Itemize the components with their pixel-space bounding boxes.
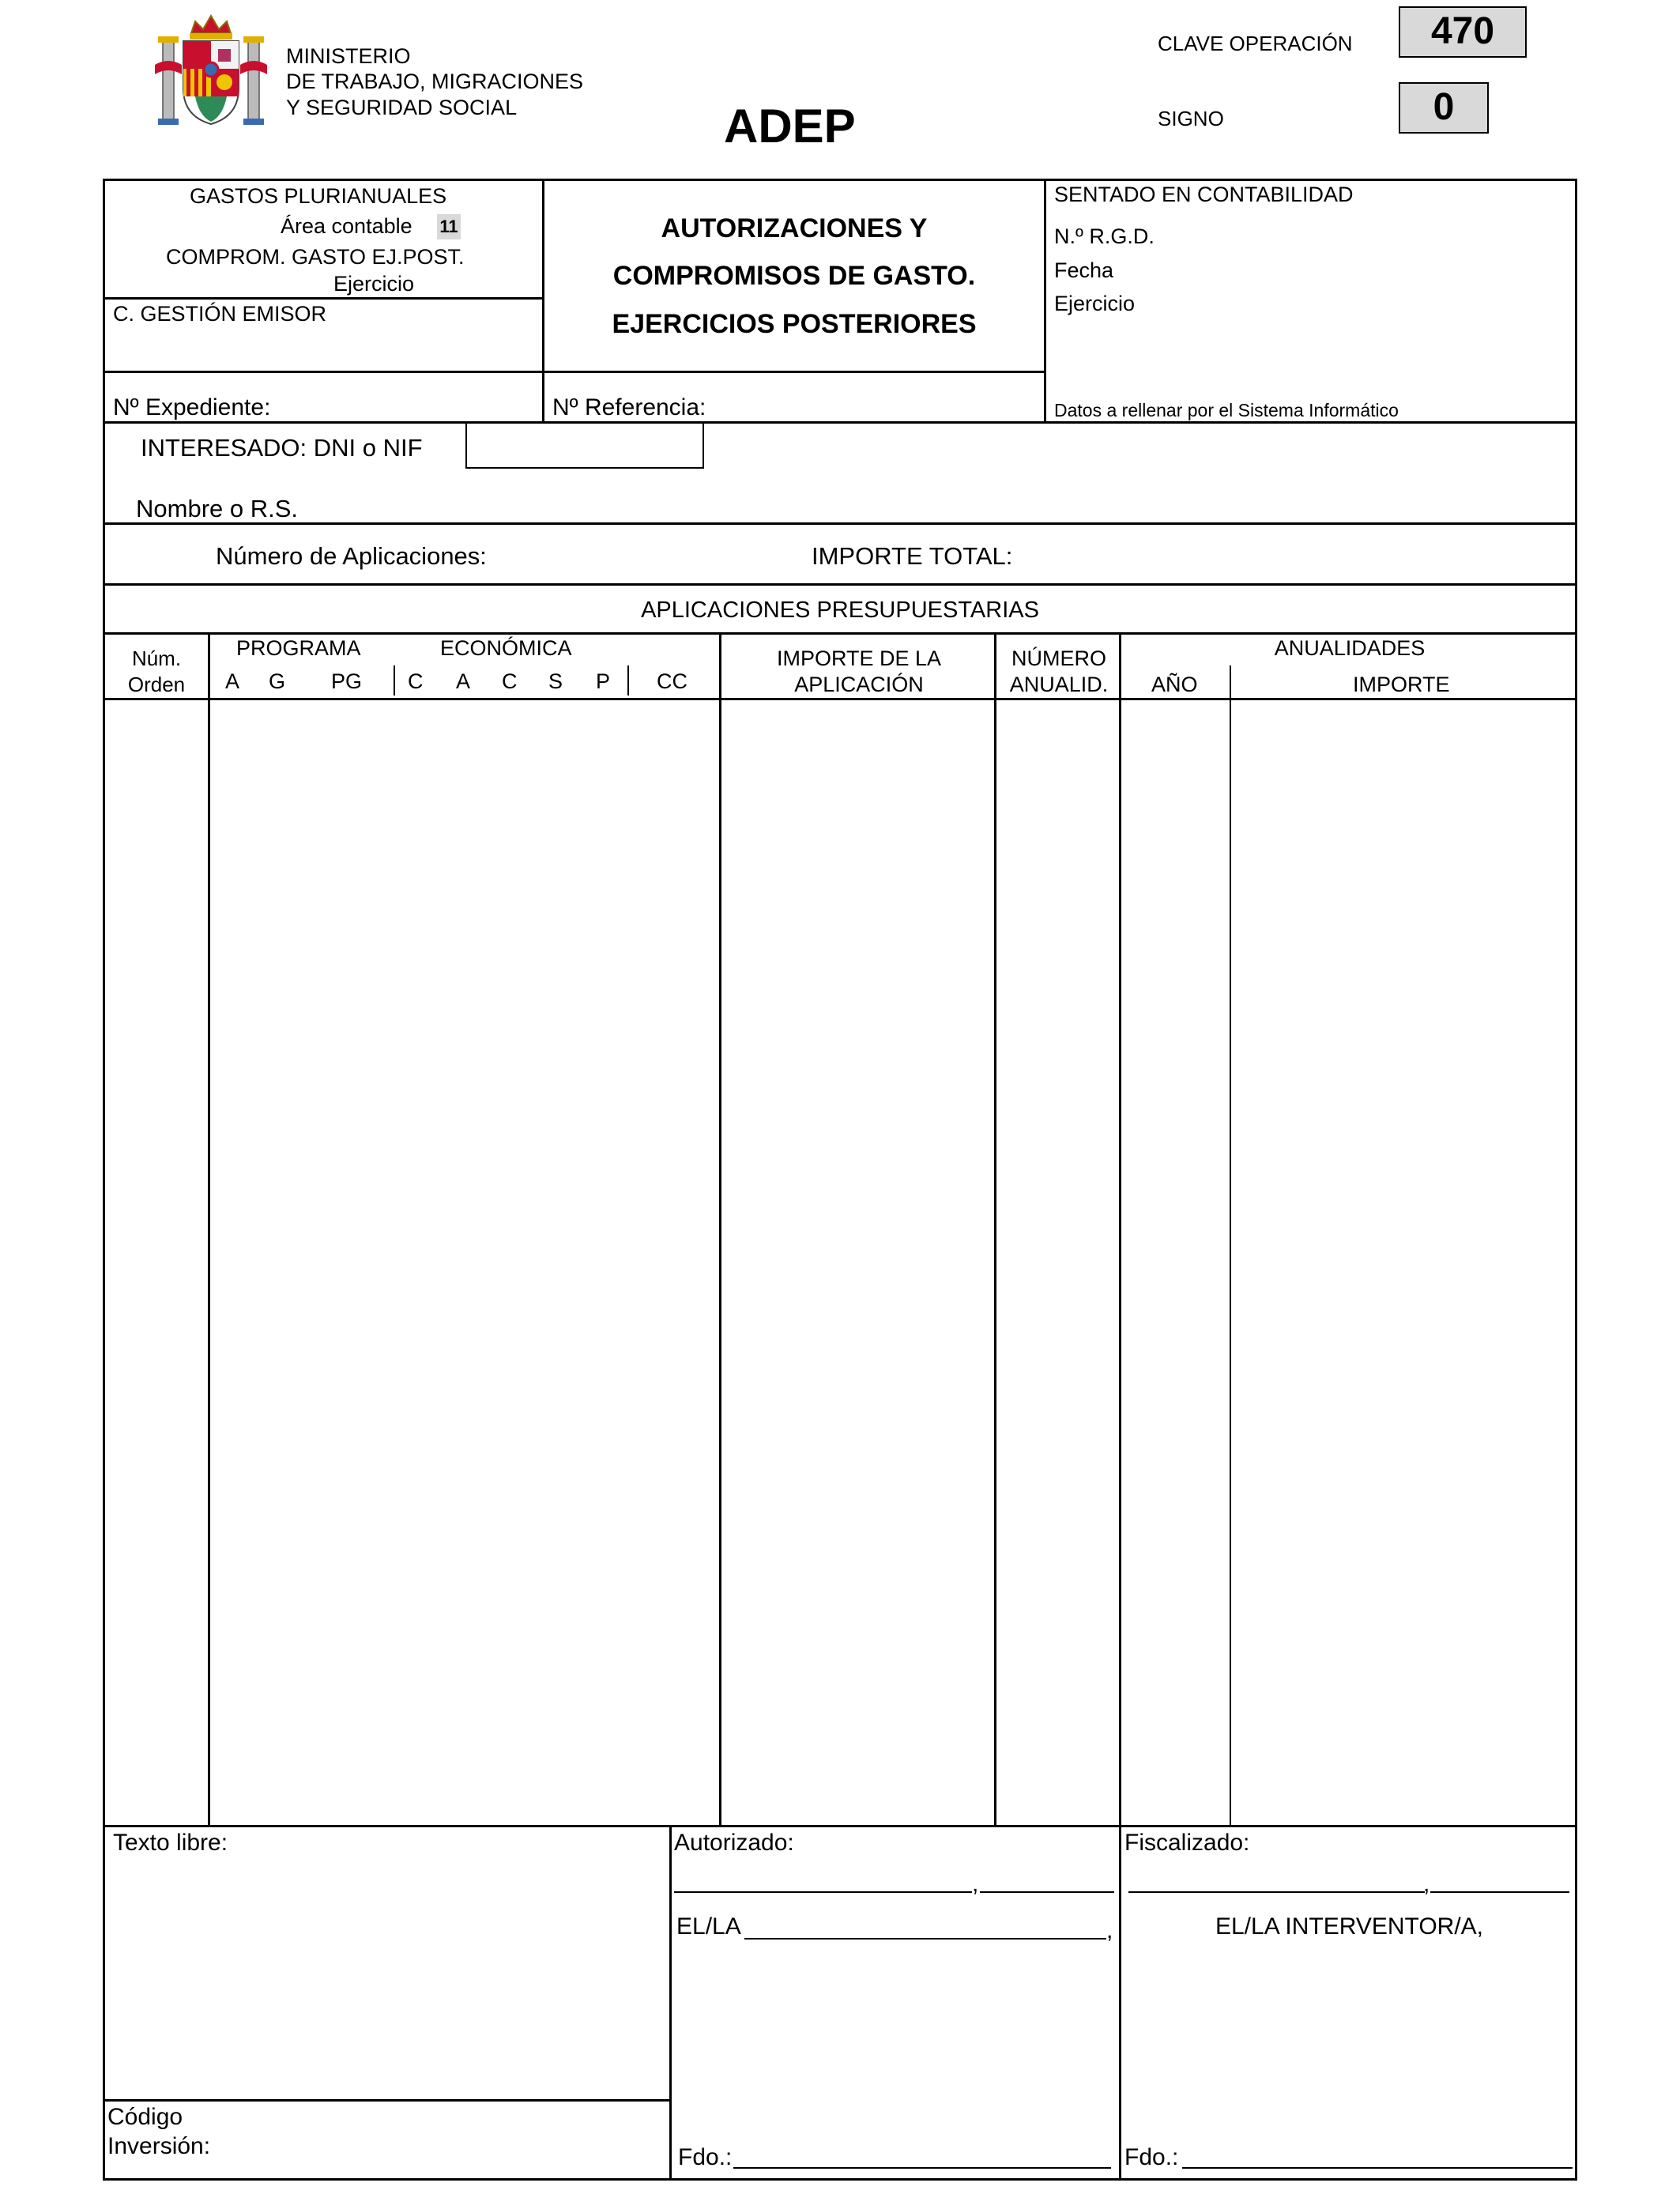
fdo-fiscalizado-label: Fdo.: [1124, 2144, 1179, 2170]
divider-h-totals [103, 522, 1577, 525]
ejercicio-label-right: Ejercicio [1054, 292, 1136, 315]
fiscalizado-date-line[interactable] [1430, 1891, 1569, 1893]
fiscalizado-label: Fiscalizado: [1124, 1830, 1250, 1856]
fdo-autorizado-label: Fdo.: [678, 2144, 733, 2170]
col-numero-line-1: NÚMERO [1011, 647, 1106, 670]
col-num-line-1: Núm. [131, 647, 182, 670]
sub-divider-2 [627, 665, 629, 696]
divider-h-gestion [103, 297, 544, 300]
sub-pg: PG [331, 669, 363, 693]
importe-total-label[interactable]: IMPORTE TOTAL: [812, 542, 1013, 570]
title-line-3: EJERCICIOS POSTERIORES [612, 309, 977, 339]
col-numero-line-2: ANUALID. [1009, 673, 1109, 696]
signo-label: SIGNO [1158, 107, 1224, 130]
footer-divider-2 [1119, 1825, 1121, 2181]
fecha-label: Fecha [1054, 258, 1114, 282]
gastos-plurianuales-label: GASTOS PLURIANUALES [190, 184, 447, 208]
divider-h-table-header [103, 632, 1577, 635]
divider-h-aplicaciones [103, 583, 1577, 586]
ejercicio-label-left: Ejercicio [333, 272, 415, 296]
title-line-2: COMPROMISOS DE GASTO. [612, 261, 976, 291]
fiscalizado-comma: , [1423, 1871, 1430, 1897]
divider-v-right-top [1044, 179, 1046, 422]
col-economica: ECONÓMICA [440, 636, 572, 660]
sub-p: P [596, 669, 611, 693]
sub-s: S [548, 669, 563, 693]
title-line-1: AUTORIZACIONES Y [661, 213, 928, 243]
sub-a-2: A [456, 669, 471, 693]
sub-cc: CC [657, 669, 687, 693]
area-value-text: 11 [439, 217, 458, 236]
divider-h-interesado [103, 421, 1577, 424]
col-anualidad-importe: IMPORTE [1353, 673, 1450, 696]
fdo-fiscalizado-line[interactable] [1182, 2167, 1573, 2169]
sistema-note: Datos a rellenar por el Sistema Informático [1054, 400, 1399, 420]
autorizado-label: Autorizado: [674, 1830, 794, 1856]
autorizado-comma: , [972, 1871, 979, 1897]
sub-c-1: C [408, 669, 424, 693]
interesado-dni-label: INTERESADO: DNI o NIF [141, 434, 423, 462]
rgd-label: N.º R.G.D. [1054, 224, 1155, 248]
divider-h-footer [103, 1825, 1577, 1827]
col-importe-line-2: APLICACIÓN [794, 673, 924, 696]
codigo-line-1: Código [107, 2104, 183, 2130]
sub-c-2: C [502, 669, 518, 693]
comprom-gasto-label: COMPROM. GASTO EJ.POST. [166, 245, 465, 269]
signo-value-text: 0 [1433, 86, 1455, 128]
codigo-line-2[interactable]: Inversión: [107, 2133, 211, 2159]
el-la-comma: , [1106, 1917, 1113, 1943]
referencia-label[interactable]: Nº Referencia: [552, 394, 706, 420]
aplicaciones-table-body[interactable] [105, 700, 1575, 1824]
divider-h-codigo [103, 2099, 671, 2102]
contabilidad-heading: SENTADO EN CONTABILIDAD [1054, 183, 1354, 206]
dni-input-box[interactable] [465, 421, 704, 469]
col-importe-line-1: IMPORTE DE LA [776, 647, 942, 670]
expediente-label[interactable]: Nº Expediente: [113, 394, 271, 420]
col-anualidades: ANUALIDADES [1274, 636, 1426, 660]
col-num-line-2: Orden [127, 673, 186, 696]
ministry-line-1: MINISTERIO [286, 44, 411, 68]
area-contable-label: Área contable [281, 214, 412, 238]
interventor-label: EL/LA INTERVENTOR/A, [1215, 1913, 1483, 1940]
ministry-line-2: DE TRABAJO, MIGRACIONES [286, 70, 584, 93]
coat-of-arms-logo [152, 9, 270, 128]
footer-divider-1 [669, 1825, 672, 2181]
fiscalizado-place-line[interactable] [1128, 1891, 1425, 1893]
fdo-autorizado-line[interactable] [733, 2167, 1111, 2169]
col-anio: AÑO [1151, 673, 1198, 696]
divider-v-left-top [542, 179, 544, 422]
form-code-title: ADEP [724, 100, 856, 153]
sub-a-1: A [225, 669, 240, 693]
clave-operacion-value [1399, 6, 1527, 58]
col-programa: PROGRAMA [236, 636, 361, 660]
clave-operacion-label: CLAVE OPERACIÓN [1158, 32, 1353, 55]
sub-g: G [269, 669, 286, 693]
texto-libre-label[interactable]: Texto libre: [113, 1830, 228, 1856]
area-contable-value [437, 214, 461, 239]
sub-divider-1 [394, 665, 395, 696]
gestion-emisor-label: C. GESTIÓN EMISOR [113, 302, 327, 326]
nombre-label[interactable]: Nombre o R.S. [136, 495, 299, 522]
aplicaciones-title: APLICACIONES PRESUPUESTARIAS [641, 598, 1039, 623]
num-aplicaciones-label[interactable]: Número de Aplicaciones: [216, 542, 487, 570]
el-la-label: EL/LA [676, 1913, 741, 1940]
autorizado-place-line[interactable] [674, 1891, 972, 1893]
signo-value [1399, 82, 1489, 134]
el-la-line[interactable] [744, 1938, 1106, 1940]
clave-value-text: 470 [1430, 10, 1495, 52]
ministry-line-3: Y SEGURIDAD SOCIAL [286, 96, 518, 119]
autorizado-date-line[interactable] [980, 1891, 1114, 1893]
divider-h-refs [103, 371, 1045, 373]
